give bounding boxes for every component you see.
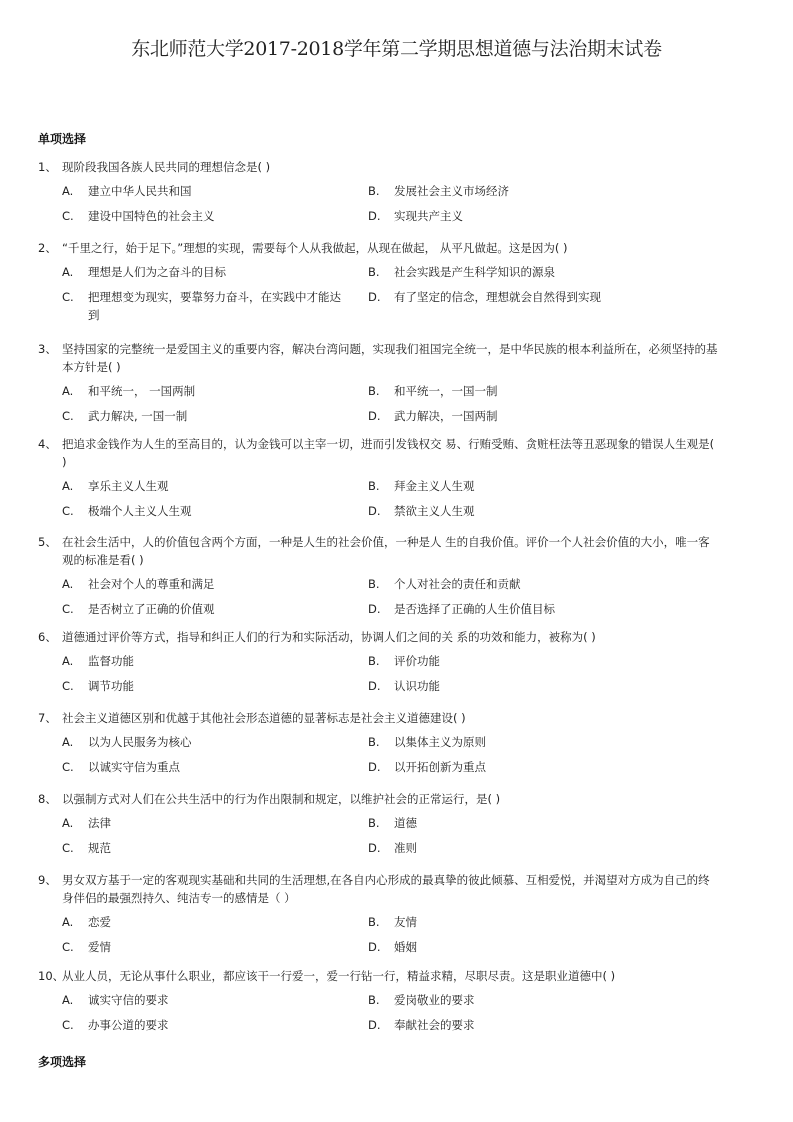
option-text: 爱情 [88,940,111,954]
question-text: 从业人员，无论从事什么职业，都应该干一行爱一，爱一行钻一行，精益求精，尽职尽责。这是职业道德中( ) [62,969,616,983]
answer-option[interactable] [62,575,362,593]
question-text: 现阶段我国各族人民共同的理想信念是( ) [62,160,271,174]
answer-option[interactable] [368,407,668,425]
option-text: 以为人民服务为核心 [88,735,192,749]
option-text: 爱岗敬业的要求 [394,993,475,1007]
option-label: C. [62,602,74,616]
question-stem [38,340,718,376]
answer-option[interactable] [62,600,362,618]
answer-option[interactable] [368,477,668,495]
answer-option[interactable] [62,502,362,520]
option-label: D. [368,409,381,423]
question-number: 5、 [38,535,57,549]
answer-option[interactable] [368,382,668,400]
question-number: 9、 [38,873,57,887]
option-label: C. [62,940,74,954]
question-number: 8、 [38,792,57,806]
option-label: C. [62,209,74,223]
answer-option[interactable] [62,382,362,400]
answer-option[interactable] [62,182,362,200]
option-label: B. [368,479,380,493]
answer-option[interactable] [62,288,362,324]
document-title: 东北师范大学2017-2018学年第二学期思想道德与法治期末试卷 [131,38,662,60]
option-text: 道德 [394,816,417,830]
question-stem [38,967,718,985]
answer-option[interactable] [62,758,362,776]
option-text: 拜金主义人生观 [394,479,475,493]
question [38,340,718,432]
option-text: 以诚实守信为重点 [88,760,180,774]
question-text: “千里之行，始于足下。”理想的实现，需要每个人从我做起，从现在做起， 从平凡做起。这是因为( ) [62,241,568,255]
option-label: A. [62,265,74,279]
answer-option[interactable] [62,839,362,857]
option-text: 个人对社会的责任和贡献 [394,577,521,591]
option-text: 评价功能 [394,654,440,668]
option-text: 友情 [394,915,417,929]
option-label: B. [368,384,380,398]
option-label: D. [368,760,381,774]
option-text: 奉献社会的要求 [394,1018,475,1032]
question-text: 道德通过评价等方式，指导和纠正人们的行为和实际活动，协调人们之间的关 系的功效和能力，被称为( ) [62,630,596,644]
question-stem [38,239,718,257]
option-label: D. [368,504,381,518]
question-number: 7、 [38,711,57,725]
answer-option[interactable] [368,575,668,593]
option-label: D. [368,940,381,954]
question-stem [38,871,718,907]
option-text: 恋爱 [88,915,111,929]
answer-option[interactable] [368,677,668,695]
question-number: 2、 [38,241,57,255]
question [38,239,718,322]
question-stem [38,435,718,471]
answer-option[interactable] [368,814,668,832]
option-label: A. [62,479,74,493]
option-label: C. [62,841,74,855]
option-text: 建立中华人民共和国 [88,184,192,198]
option-label: D. [368,679,381,693]
option-label: D. [368,290,381,304]
question-stem [38,158,718,176]
question-number: 6、 [38,630,57,644]
option-text: 婚姻 [394,940,417,954]
option-text: 理想是人们为之奋斗的目标 [88,265,226,279]
option-text: 监督功能 [88,654,134,668]
option-label: C. [62,290,74,304]
option-text: 规范 [88,841,111,855]
answer-option[interactable] [62,991,362,1009]
answer-option[interactable] [368,733,668,751]
question [38,533,718,625]
option-label: B. [368,816,380,830]
question [38,871,718,963]
option-text: 以集体主义为原则 [394,735,486,749]
answer-option[interactable] [62,913,362,931]
option-label: B. [368,577,380,591]
section-heading-single-choice: 单项选择 [38,132,87,146]
option-text: 准则 [394,841,417,855]
answer-option[interactable] [368,1016,668,1034]
option-text: 和平统一， 一国两制 [88,384,196,398]
option-text: 把理想变为现实，要靠努力奋斗，在实践中才能达到 [88,290,341,322]
option-label: A. [62,735,74,749]
option-label: B. [368,915,380,929]
answer-option[interactable] [62,407,362,425]
question-stem [38,709,718,727]
option-text: 武力解决，一国两制 [394,409,498,423]
option-text: 诚实守信的要求 [88,993,169,1007]
option-text: 调节功能 [88,679,134,693]
option-label: B. [368,993,380,1007]
question-stem [38,533,718,569]
option-text: 办事公道的要求 [88,1018,169,1032]
answer-option[interactable] [368,502,668,520]
option-text: 认识功能 [394,679,440,693]
option-text: 禁欲主义人生观 [394,504,475,518]
answer-option[interactable] [62,814,362,832]
question-number: 3、 [38,342,57,356]
question-text: 以强制方式对人们在公共生活中的行为作出限制和规定，以维护社会的正常运行，是( ) [62,792,501,806]
question [38,967,718,1041]
option-text: 享乐主义人生观 [88,479,169,493]
option-label: A. [62,577,74,591]
answer-option[interactable] [368,263,668,281]
option-text: 社会对个人的尊重和满足 [88,577,215,591]
option-label: A. [62,384,74,398]
option-text: 是否树立了正确的价值观 [88,602,215,616]
question-text: 坚持国家的完整统一是爱国主义的重要内容，解决台湾问题，实现我们祖国完全统一，是中华民族的根本利益所在，必须坚持的基本方针是( ) [62,342,718,374]
option-label: B. [368,735,380,749]
answer-option[interactable] [62,677,362,695]
question-text: 社会主义道德区别和优越于其他社会形态道德的显著标志是社会主义道德建设( ) [62,711,466,725]
option-label: C. [62,679,74,693]
question-stem [38,628,718,646]
answer-option[interactable] [368,938,668,956]
option-text: 实现共产主义 [394,209,463,223]
answer-option[interactable] [62,207,362,225]
answer-option[interactable] [368,288,668,306]
question [38,790,718,864]
question-number: 4、 [38,437,57,451]
option-label: B. [368,654,380,668]
option-label: A. [62,184,74,198]
option-label: A. [62,816,74,830]
answer-option[interactable] [368,913,668,931]
option-text: 有了坚定的信念，理想就会自然得到实现 [394,290,601,304]
answer-option[interactable] [368,991,668,1009]
option-label: D. [368,1018,381,1032]
question-text: 把追求金钱作为人生的至高目的，认为金钱可以主宰一切，进而引发钱权交 易、行贿受贿、贪赃枉法等丑恶现象的错误人生观是( ) [62,437,715,469]
option-label: A. [62,654,74,668]
option-label: C. [62,760,74,774]
answer-option[interactable] [368,182,668,200]
question-number: 1、 [38,160,57,174]
option-label: A. [62,993,74,1007]
question [38,628,718,702]
question [38,435,718,527]
option-text: 是否选择了正确的人生价值目标 [394,602,555,616]
option-text: 极端个人主义人生观 [88,504,192,518]
option-label: C. [62,409,74,423]
question-text: 在社会生活中，人的价值包含两个方面，一种是人生的社会价值，一种是人 生的自我价值。评价一个人社会价值的大小，唯一客观的标准是看( ) [62,535,710,567]
question [38,709,718,783]
answer-option[interactable] [62,938,362,956]
option-text: 武力解决, 一国一制 [88,409,188,423]
answer-option[interactable] [368,839,668,857]
question [38,158,718,232]
question-number: 10、 [38,969,65,983]
section-heading-multiple-choice: 多项选择 [38,1055,87,1069]
answer-option[interactable] [62,477,362,495]
answer-option[interactable] [368,652,668,670]
option-label: C. [62,504,74,518]
option-text: 建设中国特色的社会主义 [88,209,215,223]
option-text: 以开拓创新为重点 [394,760,486,774]
answer-option[interactable] [62,733,362,751]
option-label: D. [368,602,381,616]
answer-option[interactable] [62,652,362,670]
option-label: B. [368,265,380,279]
option-label: A. [62,915,74,929]
option-text: 法律 [88,816,111,830]
option-label: D. [368,209,381,223]
option-label: B. [368,184,380,198]
answer-option[interactable] [368,600,668,618]
option-label: D. [368,841,381,855]
option-text: 和平统一，一国一制 [394,384,498,398]
answer-option[interactable] [62,1016,362,1034]
question-text: 男女双方基于一定的客观现实基础和共同的生活理想,在各自内心形成的最真挚的彼此倾慕、互相爱悦，并渴望对方成为自己的终身伴侣的最强烈持久、纯洁专一的感情是（ ） [62,873,710,905]
option-label: C. [62,1018,74,1032]
answer-option[interactable] [368,758,668,776]
option-text: 发展社会主义市场经济 [394,184,509,198]
answer-option[interactable] [62,263,362,281]
question-stem [38,790,718,808]
option-text: 社会实践是产生科学知识的源泉 [394,265,555,279]
answer-option[interactable] [368,207,668,225]
